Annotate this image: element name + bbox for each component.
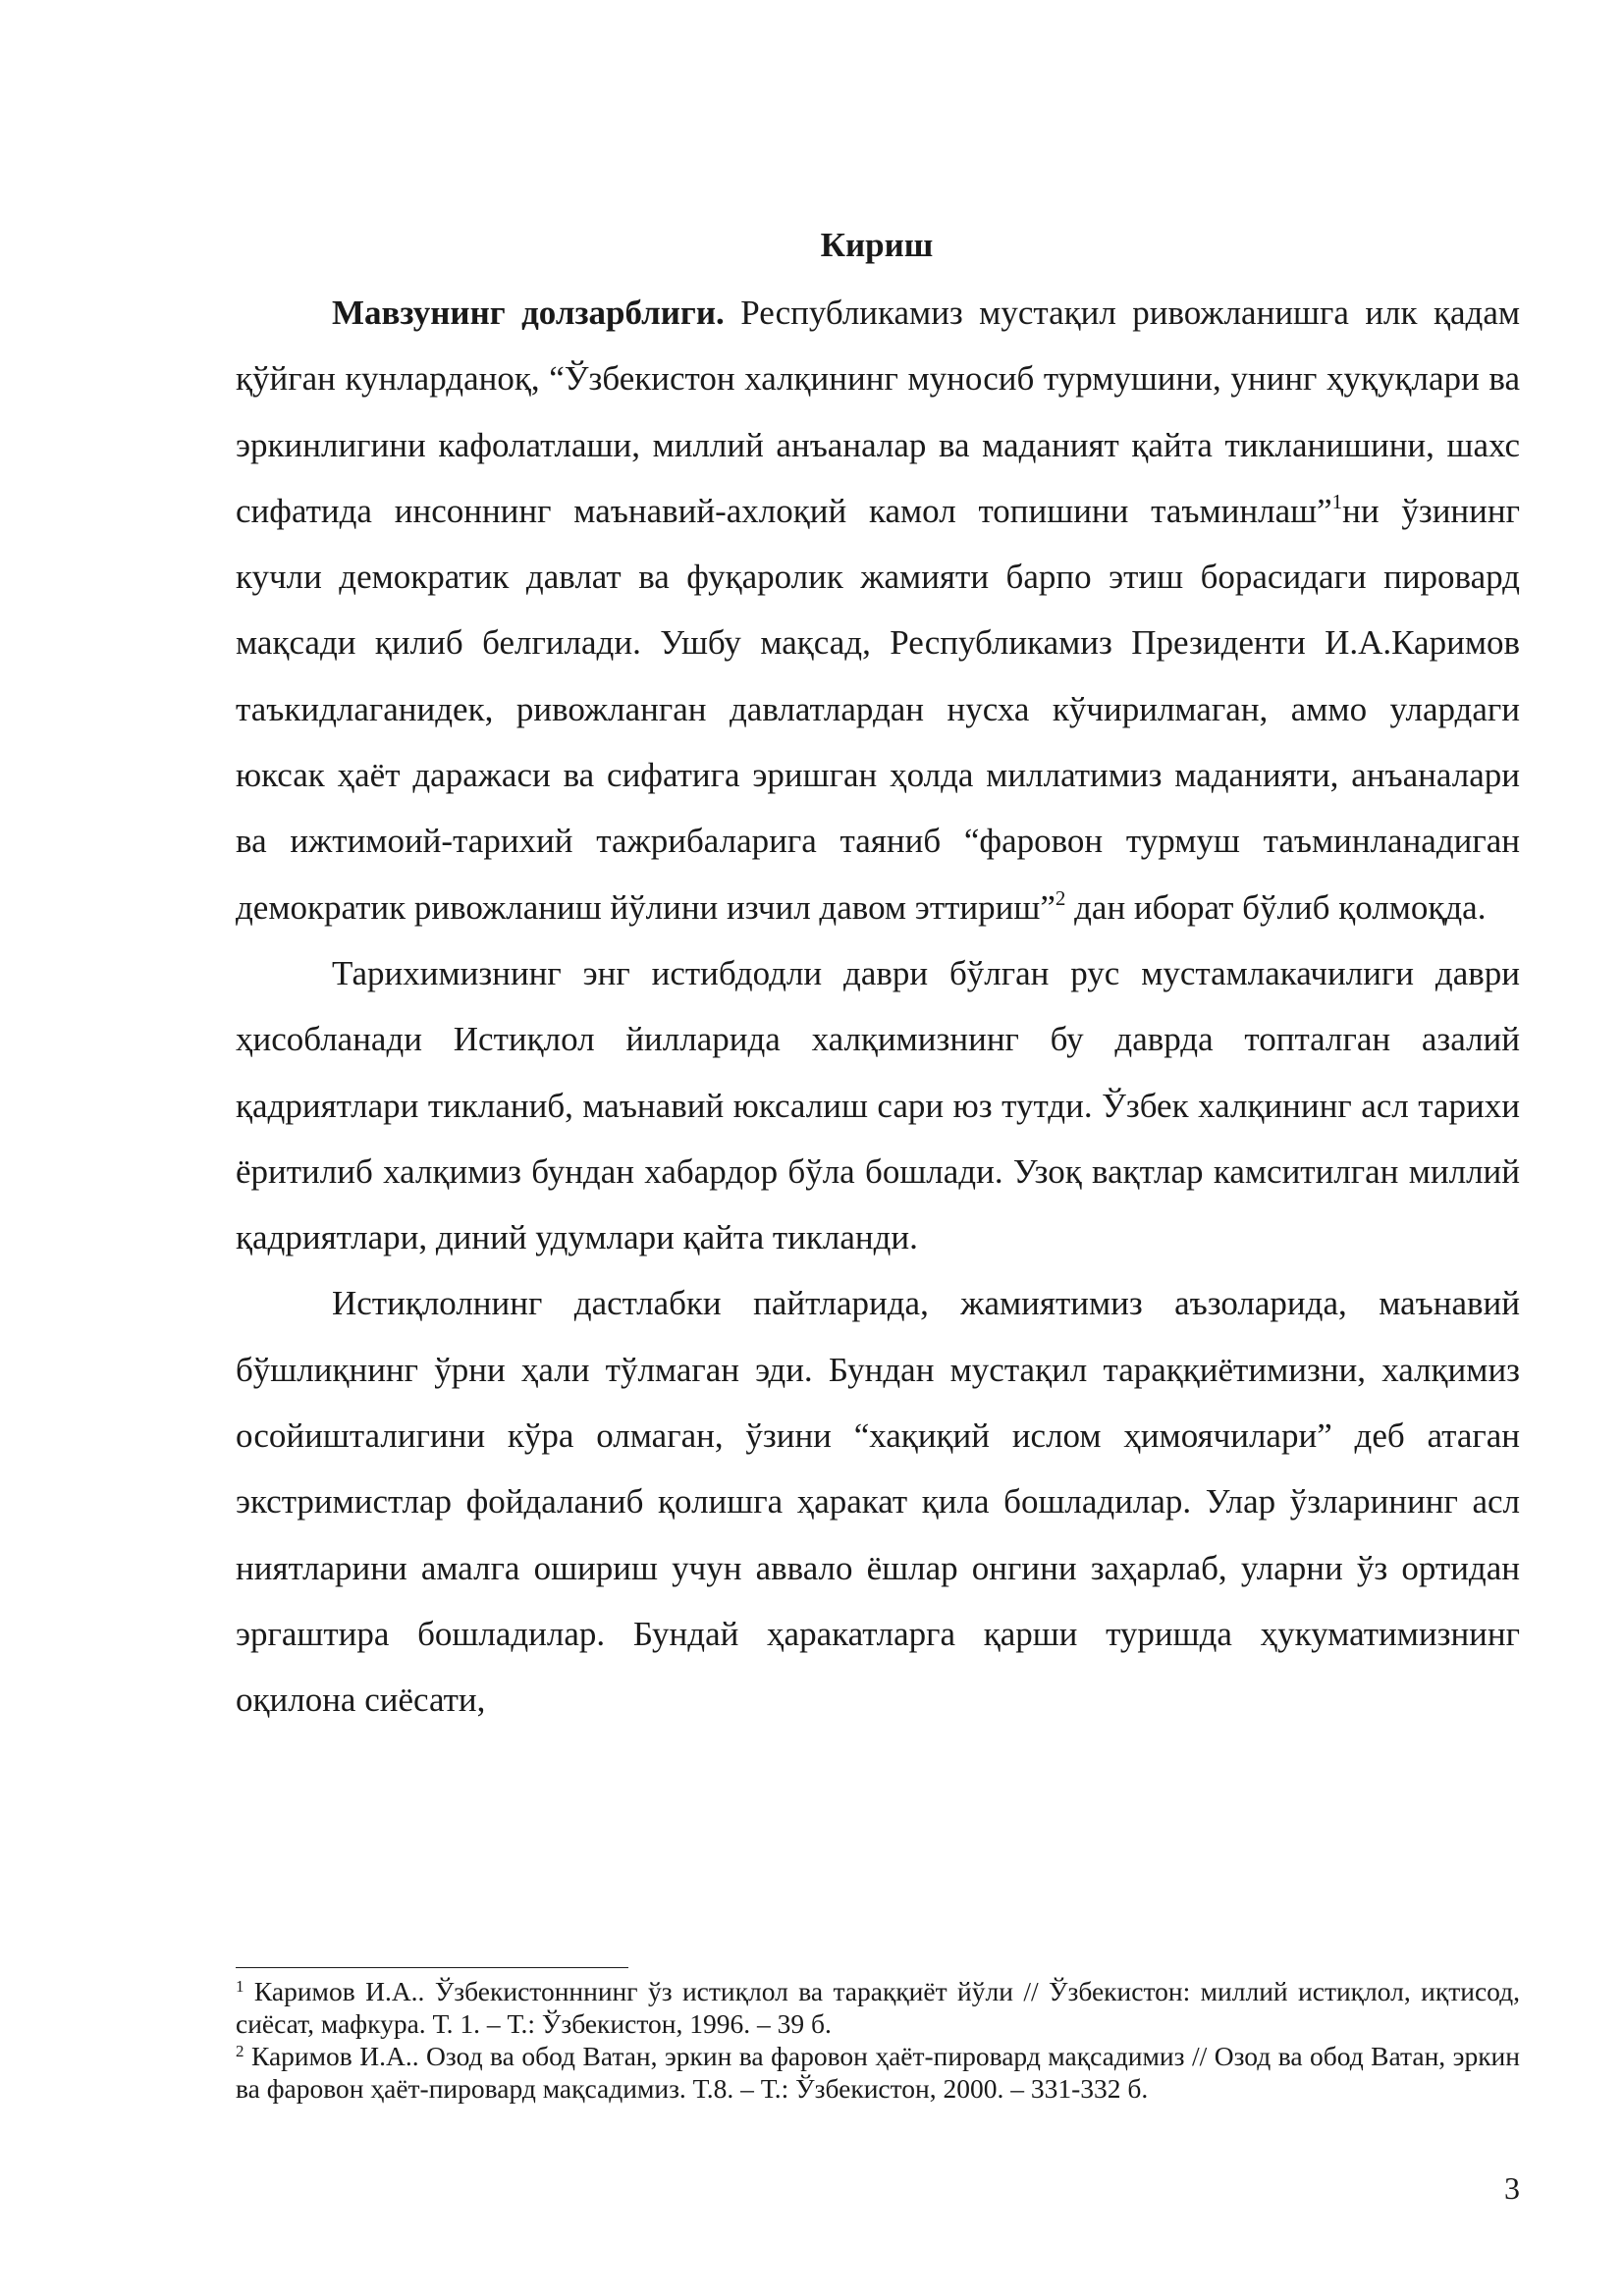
paragraph-text: Республикамиз мустақил ривожланишга илк қадам қўйган кунларданоқ, “Ўзбекистон халқининг муносиб турмушини, унинг ҳуқуқлари ва эркинлигини кафолатлаши, миллий анъаналар ва маданият қайта тикланишини, шахс сифатида инсоннинг маънавий-ахлоқий камол топишини таъминлаш”	[236, 294, 1520, 530]
footnote-marker: 2	[236, 2042, 244, 2060]
footnotes	[236, 1975, 1520, 2105]
footnote-2	[236, 2040, 1520, 2105]
paragraph-independence: Истиқлолнинг дастлабки пайтларида, жамиятимиз аъзоларида, маънавий бўшлиқнинг ўрни ҳали тўлмаган эди. Бундан мустақил тараққиётимизни, халқимиз осойишталигини кўра олмаган, ўзини “хақиқий ислом ҳимоячилари” деб атаган экстримистлар фойдаланиб қолишга ҳаракат қила бошладилар. Улар ўзларининг асл ниятларини амалга ошириш учун аввало ёшлар онгини заҳарлаб, уларни ўз ортидан эргаштира бошладилар. Бундай ҳаракатларга қарши туришда ҳукуматимизнинг оқилона сиёсати,	[236, 1284, 1520, 1720]
body-text	[236, 280, 1520, 1734]
footnote-separator	[236, 1967, 628, 1968]
paragraph-history: Тарихимизнинг энг истибдодли даври бўлган рус мустамлакачилиги даври ҳисобланади Истиқлол йилларида халқимизнинг бу даврда топталган азалий қадриятлари тикланиб, маънавий юксалиш сари юз тутди. Ўзбек халқининг асл тарихи ёритилиб халқимиз бундан хабардор бўла бошлади. Узоқ вақтлар камситилган миллий қадриятлари, диний удумлари қайта тикланди.	[236, 953, 1520, 1257]
paragraph-relevance	[236, 280, 1520, 940]
page-number: 3	[1504, 2170, 1520, 2206]
footnote-1	[236, 1975, 1520, 2040]
paragraph-text: дан иборат бўлиб қолмоқда.	[1065, 887, 1487, 927]
paragraph-text: ни ўзининг кучли демократик давлат ва фуқаролик жамияти барпо этиш борасидаги пировард мақсади қилиб белгилади. Ушбу мақсад, Республикамиз Президенти И.А.Каримов таъкидлаганидек, ривожланган давлатлардан нусха кўчирилмаган, аммо улардаги юксак ҳаёт даражаси ва сифатига эришган ҳолда миллатимиз маданияти, анъаналари ва ижтимоий-тарихий тажрибаларига таяниб “фаровон турмуш таъминланадиган демократик ривожланиш йўлини изчил давом эттириш”	[236, 491, 1520, 927]
paragraph-lead: Мавзунинг долзарблиги.	[332, 294, 725, 332]
footnote-text: Каримов И.А.. Озод ва обод Ватан, эркин ва фаровон ҳаёт-пировард мақсадимиз // Озод ва обод Ватан, эркин ва фаровон ҳаёт-пировард мақсадимиз. Т.8. – Т.: Ўзбекистон, 2000. – 331-332 б.	[236, 2041, 1520, 2104]
footnote-ref-1[interactable]: 1	[1331, 489, 1343, 513]
section-heading: Кириш	[820, 226, 934, 264]
footnote-text: Каримов И.А.. Ўзбекистонннинг ўз истиқлол ва тараққиёт йўли // Ўзбекистон: миллий истиқлол, иқтисод, сиёсат, мафкура. Т. 1. – Т.: Ўзбекистон, 1996. – 39 б.	[236, 1976, 1520, 2039]
footnote-marker: 1	[236, 1977, 244, 1996]
footnote-ref-2[interactable]: 2	[1055, 885, 1066, 910]
